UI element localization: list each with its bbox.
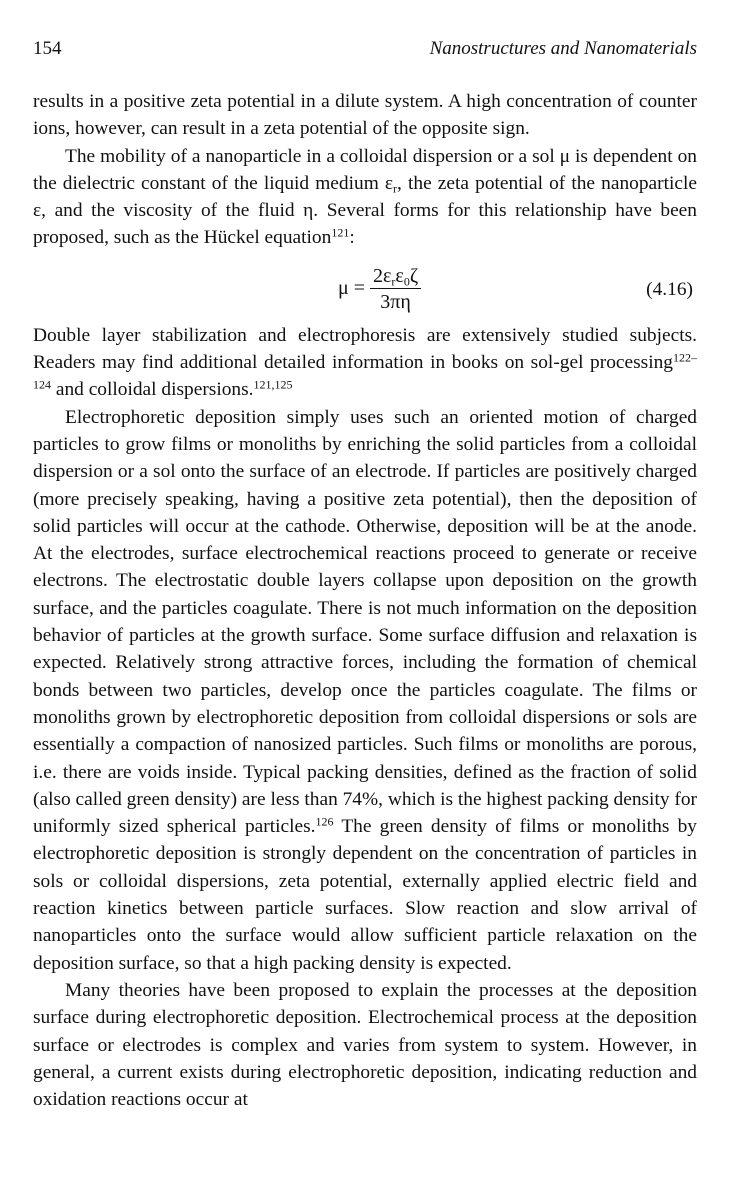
citation-ref: 121,125 [253,377,293,392]
citation-ref: 126 [315,814,334,829]
numerator-part-1: 2ε [373,264,392,287]
numerator-part-3: ζ [409,264,419,287]
paragraph-4 [33,404,697,977]
paragraph-3 [33,322,697,404]
paragraph-2-text-b: , the zeta potential of the nanoparticle ε, and the viscosity of the fluid η. Several forms for this relationship have been proposed, such as the Hückel equation [33,172,697,249]
page-body [33,88,697,1113]
running-title: Nanostructures and Nanomaterials [429,38,697,59]
paragraph-1 [33,88,697,143]
equation-denominator: 3πη [380,290,411,313]
numerator-sub-1: r [391,274,396,289]
equation-lhs: μ = [338,277,366,300]
equation-4-16 [33,254,697,318]
equation-fraction [370,265,421,313]
paragraph-4-text-a: Electrophoretic deposition simply uses such an oriented motion of charged particles to grow films or monoliths by enriching the solid particles from a colloidal dispersion or a sol onto the surface of an electrode. If particles are positively charged (more precisely speaking, having a positive zeta potential), then the deposition of solid particles will occur at the cathode. Otherwise, deposition will be at the anode. At the electrodes, surface electrochemical reactions proceed to generate or receive electrons. The electrostatic double layers collapse upon deposition on the growth surface, and the particles coagulate. There is not much information on the deposition behavior of particles at the growth surface. Some surface diffusion and relaxation is expected. Relatively strong attractive forces, including the formation of chemical bonds between two particles, develop once the particles coagulate. The films or monoliths grown by electrophoretic deposition from colloidal dispersions or sols are essentially a compaction of nanosized particles. Such films or monoliths are porous, i.e. there are voids inside. Typical packing densities, defined as the fraction of solid (also called green density) are less than 74%, which is the highest packing density for uniformly sized spherical particles. [33,406,697,838]
paragraph-3-text-a: Double layer stabilization and electrophoresis are extensively studied subjects. Readers may find additional detailed information in books on sol-gel processing [33,324,697,374]
citation-ref: 121 [331,225,350,240]
paragraph-5-text: Many theories have been proposed to explain the processes at the deposition surface during electrophoretic deposition. Electrochemical process at the deposition surface or electrodes is complex and varies from system to system. However, in general, a current exists during electrophoretic deposition, indicating reduction and oxidation reactions occur at [33,979,697,1111]
paragraph-1-text: results in a positive zeta potential in a dilute system. A high concentration of counter ions, however, can result in a zeta potential of the opposite sign. [33,91,697,140]
equation-numerator [370,265,421,289]
paragraph-3-text-b: and colloidal dispersions. [51,379,254,401]
numerator-sub-2: 0 [403,274,410,289]
numerator-part-2: ε [395,264,404,287]
equation-number: (4.16) [646,278,693,300]
paragraph-2-text-a: The mobility of a nanoparticle in a colloidal dispersion or a sol μ is dependent on the dielectric constant of the liquid medium ε [33,145,697,194]
citation-ref: 122–124 [33,350,697,392]
paragraph-4-text-b: The green density of films or monoliths by electrophoretic deposition is strongly dependent on the concentration of particles in sols or colloidal dispersions, zeta potential, externally applied electric field and reaction kinetics between particle surfaces. Slow reaction and slow arrival of nanoparticles onto the surface would allow sufficient particle relaxation on the deposition surface, so that a high packing density is expected. [33,816,697,974]
epsilon-r-subscript: r [393,181,398,196]
equation-body [338,264,421,314]
paragraph-2 [33,143,697,252]
paragraph-2-end: : [349,227,355,249]
page-header [33,38,697,66]
page-number: 154 [33,38,62,59]
paragraph-5 [33,977,697,1113]
